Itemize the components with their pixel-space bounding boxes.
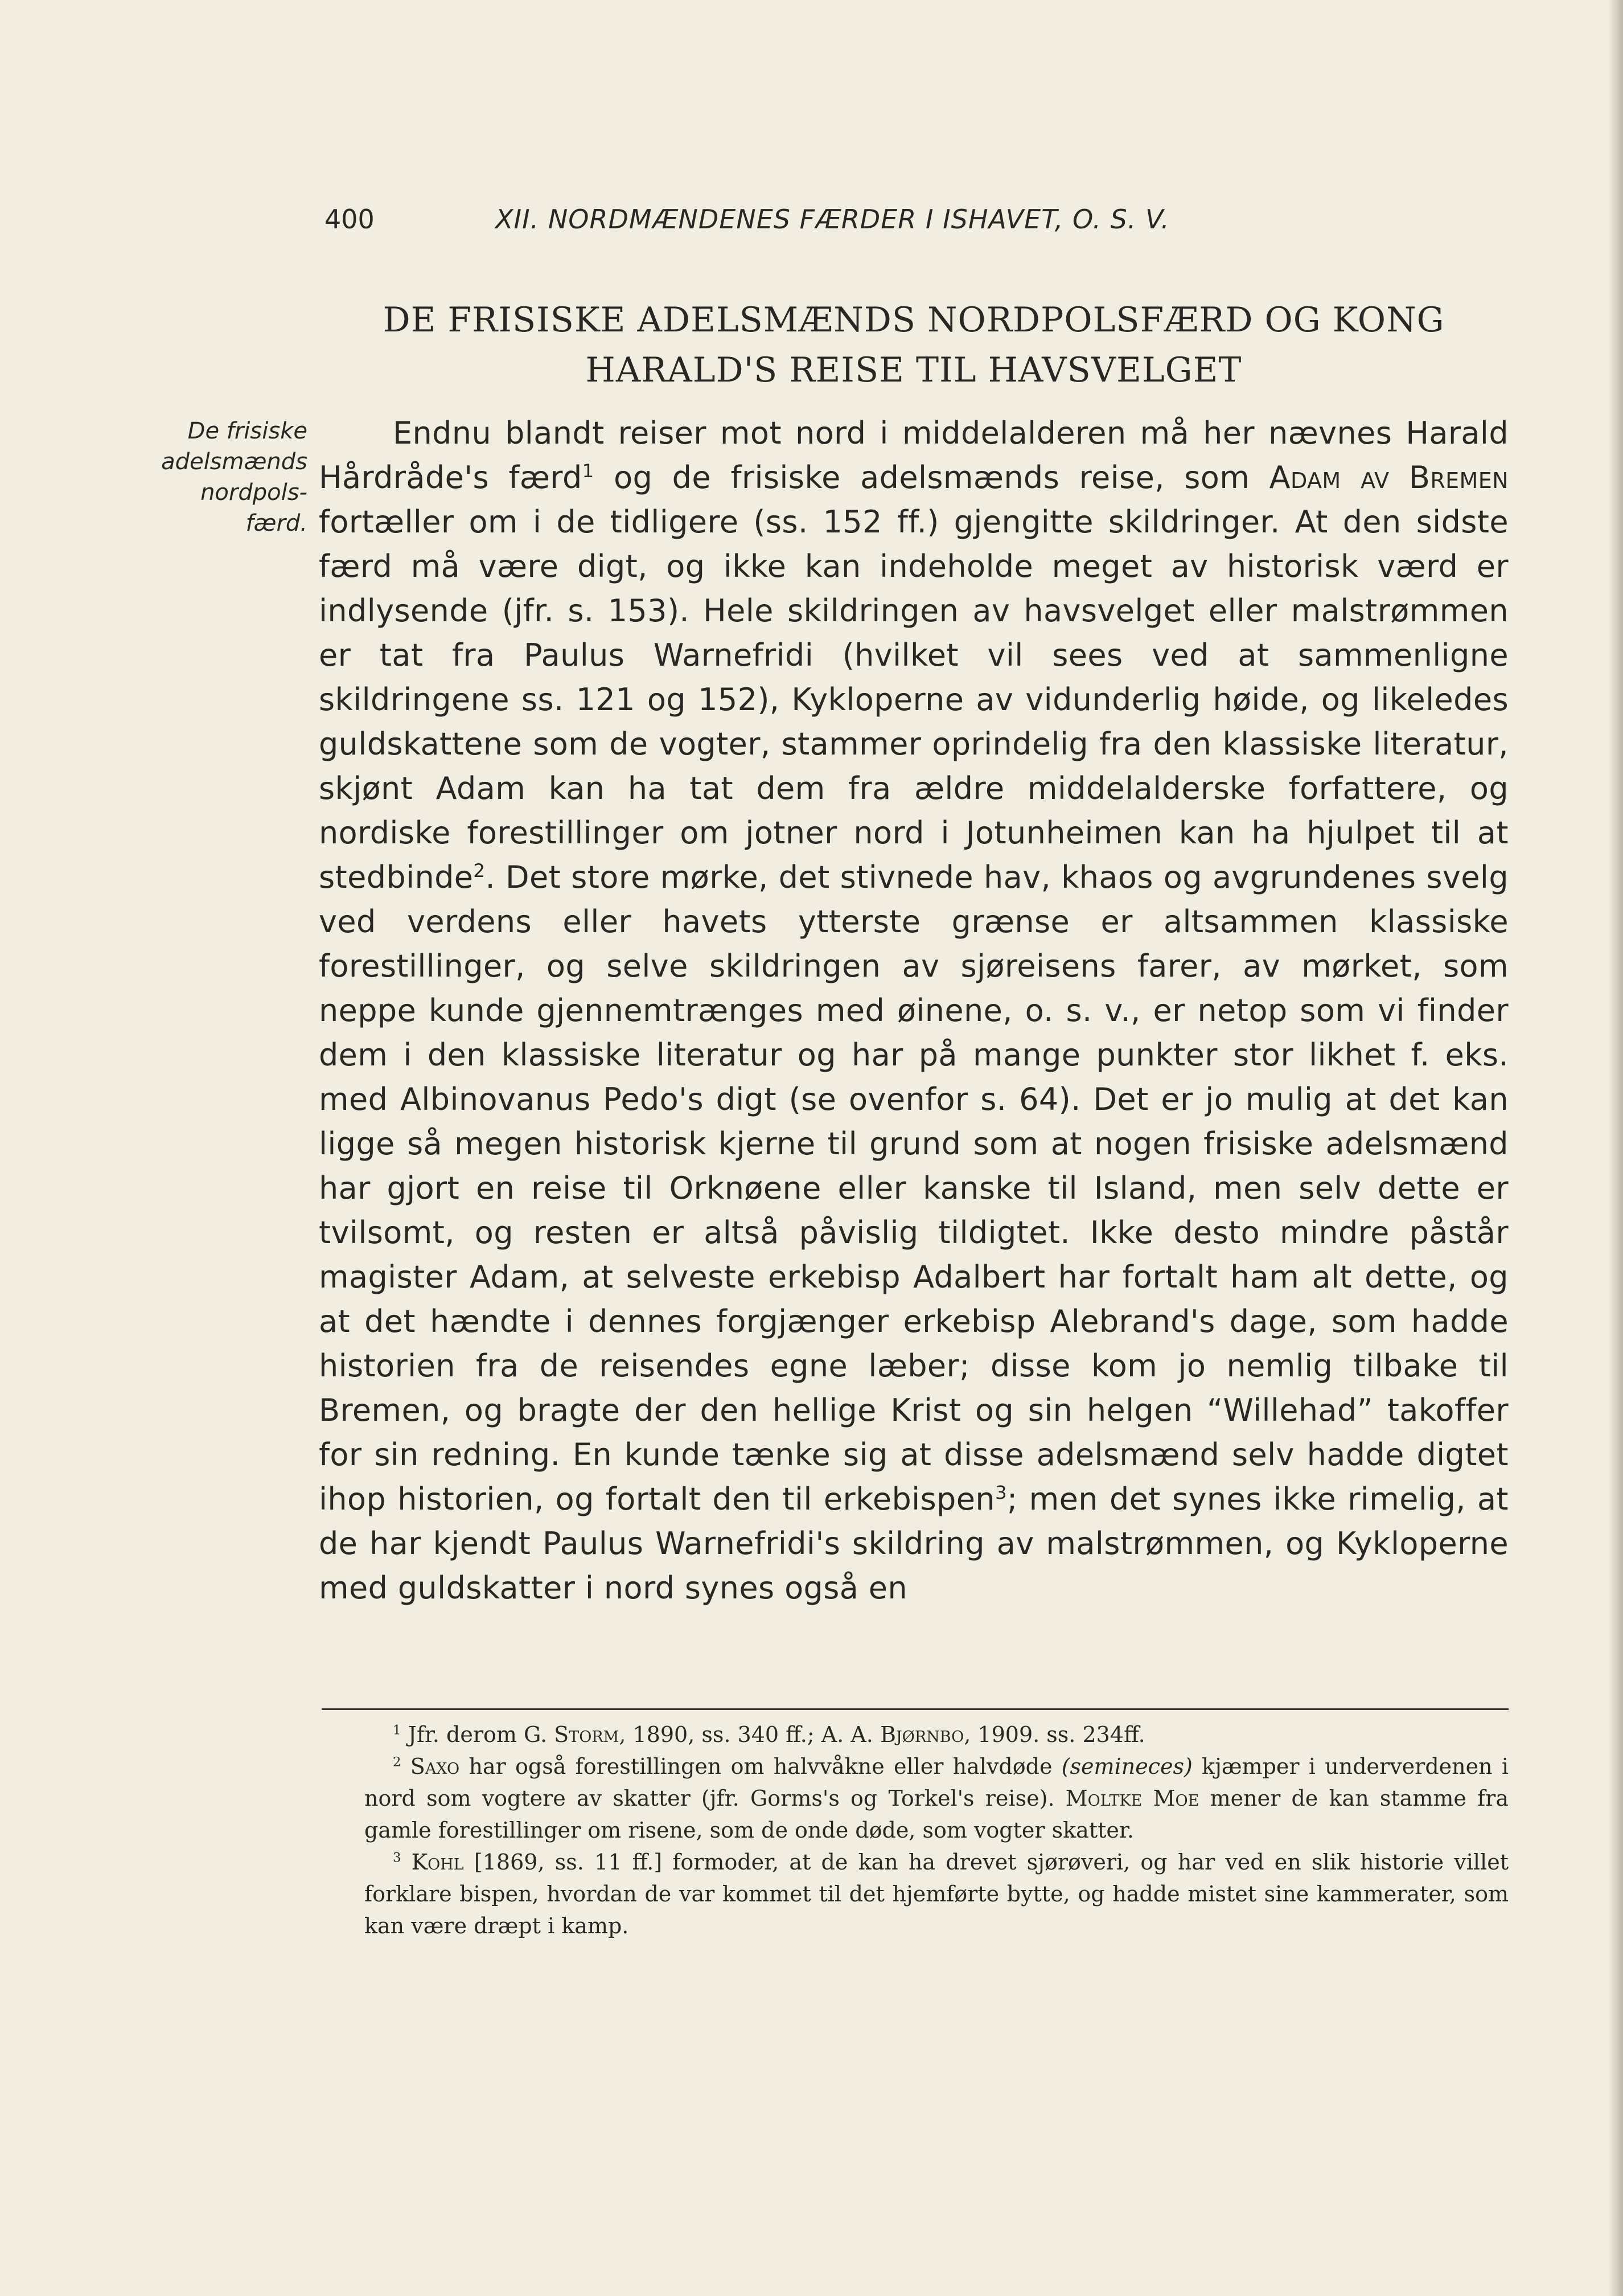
footnote-2 [364,1750,1509,1846]
marginal-line-3: nordpols- [200,479,307,506]
author-name: Bjørnbo [880,1722,964,1747]
body-text-run: og de frisiske adelsmænds reise, som [594,460,1269,495]
footnotes [364,1719,1509,1942]
body-text-run: . Det store mørke, det stivnede hav, khaos og avgrundenes svelg ved verdens eller havets ytterste grænse er altsammen klassiske forestillinger, og selve skildringen av sjøreisens farer, av mørket, som neppe kunde gjennemtrænges med øinene, o. s. v., er netop som vi finder dem i den klassiske literatur og har på mange punkter stor likhet f. eks. med Albinovanus Pedo's digt (se ovenfor s. 64). Det er jo mulig at det kan ligge så megen historisk kjerne til grund som at nogen frisiske adelsmænd har gjort en reise til Orknøene eller kanske til Island, men selv dette er tvilsomt, og resten er altså påvislig tildigtet. Ikke desto mindre påstår magister Adam, at selveste erkebisp Adalbert har fortalt ham alt dette, og at det hændte i dennes forgjænger erkebisp Alebrand's dage, som hadde historien fra de reisendes egne læber; disse kom jo nemlig tilbake til Bremen, og bragte der den hellige Krist og sin helgen “Willehad” takoffer for sin redning. En kunde tænke sig at disse adelsmænd selv hadde digtet ihop historien, og fortalt den til erkebispen [319,859,1509,1517]
footnote-text: , 1890, ss. 340 ff.; A. A. [619,1722,880,1747]
footnote-mark: 3 [393,1850,401,1866]
author-name: Saxo [410,1754,460,1779]
body-text [319,411,1509,1610]
heading-line-1: DE FRISISKE ADELSMÆNDS NORDPOLSFÆRD OG KONG [383,300,1445,340]
footnote-ref-1: 1 [582,460,594,482]
footnote-text: mener de kan stamme fra gamle forestillinger om risene, som de onde døde, som vogter skatter. [364,1786,1509,1843]
footnote-ref-3: 3 [995,1482,1008,1503]
running-title: XII. NORDMÆNDENES FÆRDER I ISHAVET, O. S. V. [495,204,1170,235]
page-edge-shadow [1608,0,1623,2296]
body-paragraph [319,411,1509,1610]
author-name: Moltke Moe [1065,1786,1199,1811]
footnote-ref-2: 2 [473,860,486,882]
section-heading [319,295,1509,395]
footnote-text: , 1909. ss. 234ff. [964,1722,1145,1747]
footnote-text: kjæmper i underverdenen i nord som vogtere av skatter (jfr. Gorms's og Torkel's reise). [364,1754,1509,1811]
footnote-mark: 2 [393,1754,401,1770]
footnote-rule [322,1708,1509,1710]
body-text-run: fortæller om i de tidligere (ss. 152 ff.) gjengitte skildringer. At den sidste færd må være digt, og ikke kan indeholde meget av historisk værd er indlysende (jfr. s. 153). Hele skildringen av havsvelget eller malstrømmen er tat fra Paulus Warnefridi (hvilket vil sees ved at sammenligne skildringene ss. 121 og 152), Kykloperne av vidunderlig høide, og likeledes guldskattene som de vogter, stammer oprindelig fra den klassiske literatur, skjønt Adam kan ha tat dem fra ældre middelalderske forfattere, og nordiske forestillinger om jotner nord i Jotunheimen kan ha hjulpet til at stedbinde [319,504,1509,895]
running-head [324,194,1406,245]
body-text-run: ; men det synes ikke rimelig, at de har kjendt Paulus Warnefridi's skildring av malstrømmen, og Kykloperne med guldskatter i nord synes også en [319,1481,1509,1606]
footnote-text: har også forestillingen om halvvåkne eller halvdøde [459,1754,1062,1779]
footnote-mark: 1 [393,1723,401,1738]
footnote-3 [364,1846,1509,1942]
author-name: Kohl [411,1850,464,1875]
marginal-line-2: adelsmænds [161,449,307,475]
footnote-text: Jfr. derom G. [401,1722,554,1747]
heading-line-2: HARALD'S REISE TIL HAVSVELGET [585,350,1242,390]
page-number: 400 [324,204,375,235]
marginal-line-1: De frisiske [187,418,307,444]
body-text-run: Endnu blandt reiser mot nord i middelalderen må her nævnes Harald Hårdråde's færd [319,415,1509,495]
author-name-adam: Adam [1269,460,1341,495]
marginal-note [142,416,307,539]
footnote-italic: (semineces) [1061,1754,1193,1779]
marginal-line-4: færd. [245,510,307,536]
footnote-1 [364,1719,1509,1750]
body-text-run [1341,460,1361,495]
footnote-text: [1869, ss. 11 ff.] formoder, at de kan ha drevet sjørøveri, og har ved en slik historie villet forklare bispen, hvordan de var kommet til det hjemførte bytte, og hadde mistet sine kammerater, som kan være dræpt i kamp. [364,1850,1509,1938]
author-name: Storm [554,1722,619,1747]
author-name-bremen: av Bremen [1361,460,1509,495]
